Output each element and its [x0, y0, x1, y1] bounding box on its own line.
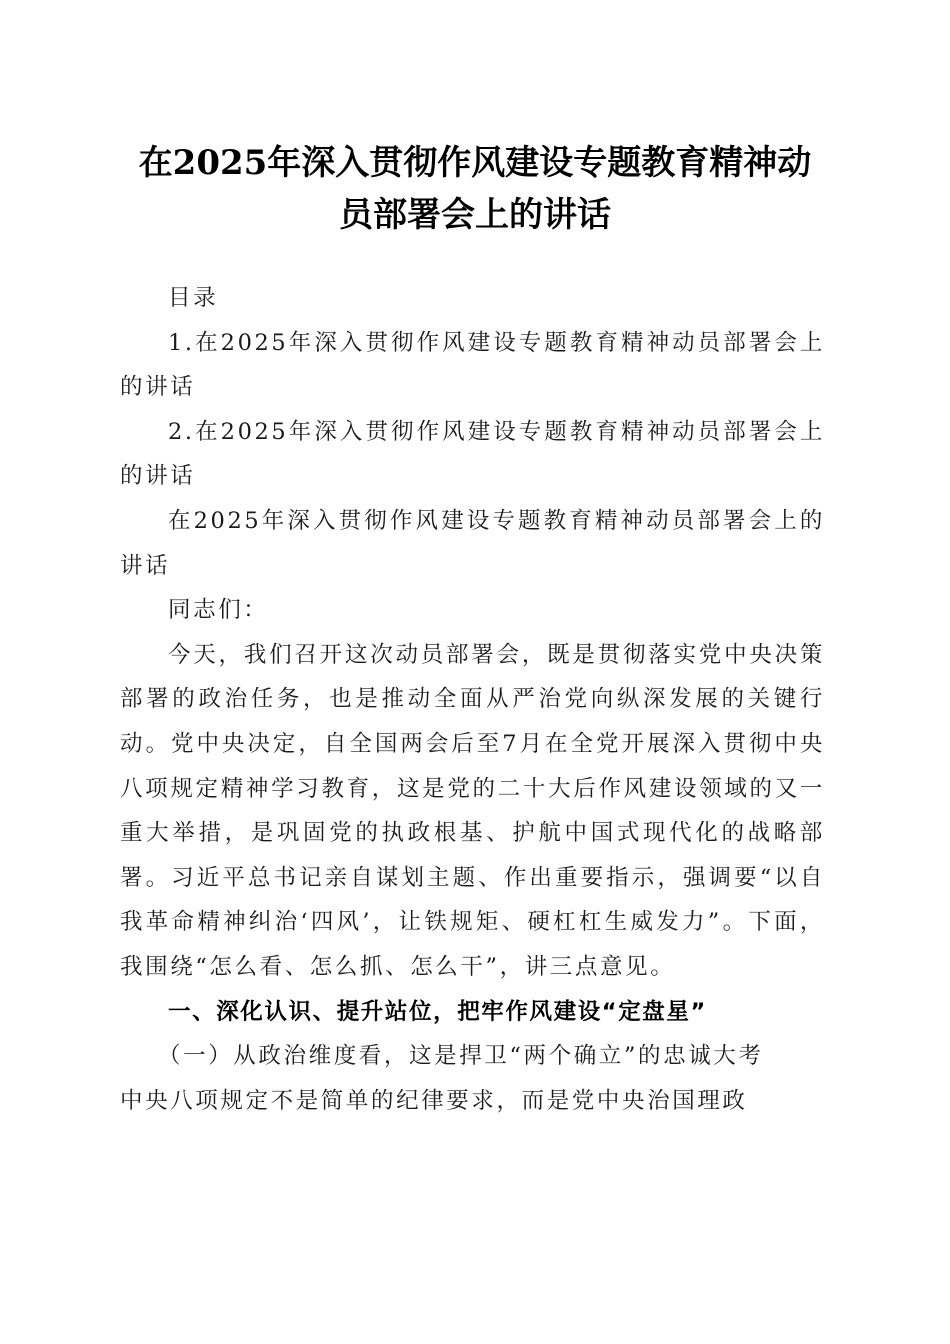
greeting: 同志们：: [168, 597, 269, 624]
intro-paragraph: 今天，我们召开这次动员部署会，既是贯彻落实党中央决策部署的政治任务，也是推动全面从严治党向纵深发展的关键行动。党中央决定，自全国两会后至7月在全党开展深入贯彻中央八项规定精神学习教育，这是党的二十大后作风建设领域的又一重大举措，是巩固党的执政根基、护航中国式现代化的战略部署。习近平总书记亲自谋划主题、作出重要指示，强调要“以自我革命精神纠治‘四风’，让铁规矩、硬杠杠生威发力”。下面，我围绕“怎么看、怎么抓、怎么干”，讲三点意见。: [120, 641, 825, 980]
toc-heading: 目录: [168, 285, 219, 311]
title-line-2: 员部署会上的讲话: [339, 195, 611, 235]
title-line-1: 在2025年深入贯彻作风建设专题教育精神动: [138, 143, 812, 183]
document-body: [120, 276, 825, 1123]
document-title: [110, 137, 840, 241]
speech-title: 在2025年深入贯彻作风建设专题教育精神动员部署会上的讲话: [120, 507, 825, 579]
toc-item-1: 1.在2025年深入贯彻作风建设专题教育精神动员部署会上的讲话: [120, 329, 825, 401]
section-1-heading: 一、深化认识、提升站位，把牢作风建设“定盘星”: [168, 998, 707, 1025]
subsection-1-heading: （一）从政治维度看，这是捍卫“两个确立”的忠诚大考: [158, 1043, 764, 1070]
toc-item-2: 2.在2025年深入贯彻作风建设专题教育精神动员部署会上的讲话: [120, 418, 825, 490]
subsection-1-text: 中央八项规定不是简单的纪律要求，而是党中央治国理政: [120, 1087, 748, 1114]
